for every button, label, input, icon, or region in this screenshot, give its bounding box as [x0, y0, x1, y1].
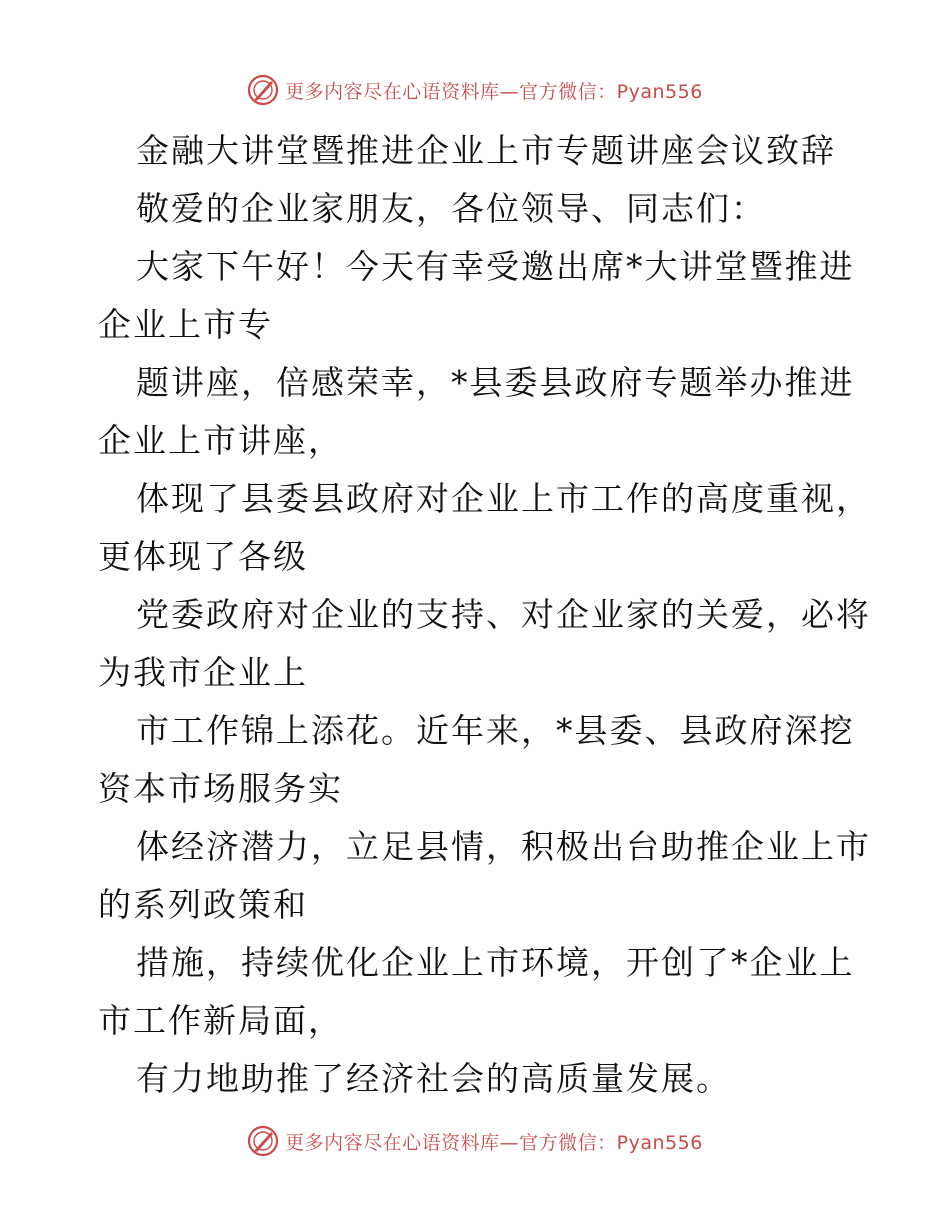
text-line: 题讲座，倍感荣幸，*县委县政府专题举办推进	[136, 363, 855, 402]
text-line: 企业上市专	[98, 305, 273, 344]
header-watermark	[0, 70, 950, 110]
text-line: 企业上市讲座，	[98, 421, 343, 460]
text-line: 市工作新局面，	[98, 1001, 343, 1040]
text-line: 有力地助推了经济社会的高质量发展。	[136, 1059, 731, 1098]
text-line: 资本市场服务实	[98, 769, 343, 808]
footer-watermark	[0, 1121, 950, 1161]
text-line: 的系列政策和	[98, 885, 308, 924]
watermark-text: 更多内容尽在心语资料库—官方微信：Pyan556	[285, 1131, 703, 1154]
text-line: 体现了县委县政府对企业上市工作的高度重视，	[136, 479, 871, 518]
document-title: 金融大讲堂暨推进企业上市专题讲座会议致辞	[136, 131, 836, 170]
text-line: 为我市企业上	[98, 653, 308, 692]
pen-quill-icon	[247, 74, 279, 106]
pen-quill-icon	[247, 1125, 279, 1157]
text-line: 大家下午好！今天有幸受邀出席*大讲堂暨推进	[136, 247, 855, 286]
salutation: 敬爱的企业家朋友，各位领导、同志们：	[136, 189, 766, 228]
watermark-text: 更多内容尽在心语资料库—官方微信：Pyan556	[285, 80, 703, 103]
text-line: 更体现了各级	[98, 537, 308, 576]
text-line: 体经济潜力，立足县情，积极出台助推企业上市	[136, 827, 871, 866]
text-line: 措施，持续优化企业上市环境，开创了*企业上	[136, 943, 855, 982]
text-line: 市工作锦上添花。近年来，*县委、县政府深挖	[136, 711, 855, 750]
text-line: 党委政府对企业的支持、对企业家的关爱，必将	[136, 595, 871, 634]
